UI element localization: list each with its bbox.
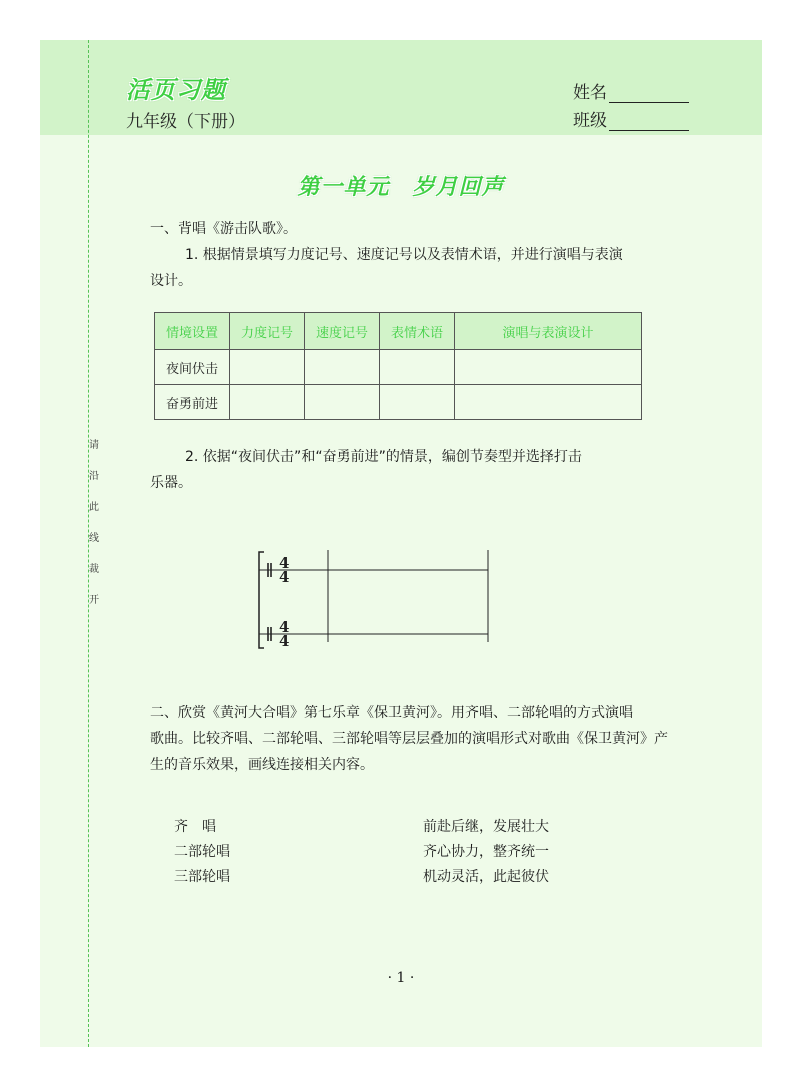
table-header: 情境设置 — [155, 313, 230, 350]
brand-title: 活页习题 — [126, 76, 226, 104]
answer-cell[interactable] — [305, 350, 380, 385]
class-field[interactable] — [573, 106, 689, 131]
question1-line1: 1. 根据情景填写力度记号、速度记号以及表情术语，并进行演唱与表演 — [185, 247, 623, 263]
answer-cell[interactable] — [455, 350, 642, 385]
table-row-label: 夜间伏击 — [155, 350, 230, 385]
time-sig-bottom: 4 — [279, 632, 290, 650]
cut-char: 裁 — [89, 564, 99, 575]
table-row-label: 奋勇前进 — [155, 385, 230, 420]
question2-line1: 2. 依据“夜间伏击”和“奋勇前进”的情景，编创节奏型并选择打击 — [185, 449, 582, 465]
cut-char: 沿 — [89, 471, 99, 482]
match-left-item[interactable]: 三部轮唱 — [174, 869, 230, 885]
match-left-item[interactable]: 二部轮唱 — [174, 844, 230, 860]
cut-instruction — [87, 430, 101, 616]
table-header: 力度记号 — [230, 313, 305, 350]
answer-cell[interactable] — [230, 385, 305, 420]
worksheet-page — [40, 40, 762, 1047]
time-sig-top: 4 — [279, 618, 290, 636]
table-header: 速度记号 — [305, 313, 380, 350]
name-field[interactable] — [573, 78, 689, 103]
answer-cell[interactable] — [380, 385, 455, 420]
section2-line1: 二、欣赏《黄河大合唱》第七乐章《保卫黄河》。用齐唱、二部轮唱的方式演唱 — [150, 705, 633, 721]
table-header-row — [155, 313, 642, 350]
scene-table — [154, 312, 642, 420]
table-row — [155, 385, 642, 420]
section1-heading: 一、背唱《游击队歌》。 — [150, 221, 297, 237]
cut-char: 线 — [89, 533, 99, 544]
unit-title: 第一单元 岁月回声 — [297, 175, 505, 200]
table-header: 演唱与表演设计 — [455, 313, 642, 350]
question2-line2: 乐器。 — [150, 475, 192, 491]
class-label: 班级 — [573, 111, 607, 131]
table-header: 表情术语 — [380, 313, 455, 350]
rhythm-staff — [256, 550, 496, 652]
cut-char: 此 — [89, 502, 99, 513]
match-left-item[interactable]: 齐 唱 — [174, 819, 216, 835]
match-right-item[interactable]: 前赴后继，发展壮大 — [423, 819, 549, 835]
match-right-item[interactable]: 机动灵活，此起彼伏 — [423, 869, 549, 885]
answer-cell[interactable] — [230, 350, 305, 385]
page-number: · 1 · — [387, 970, 415, 986]
answer-cell[interactable] — [305, 385, 380, 420]
time-sig-top: 4 — [279, 554, 290, 572]
cut-char: 开 — [89, 595, 99, 606]
section2-line3: 生的音乐效果，画线连接相关内容。 — [150, 757, 374, 773]
table-row — [155, 350, 642, 385]
cut-char: 请 — [89, 440, 99, 451]
class-blank[interactable] — [609, 114, 689, 131]
time-sig-bottom: 4 — [279, 568, 290, 586]
name-label: 姓名 — [573, 83, 607, 103]
answer-cell[interactable] — [455, 385, 642, 420]
name-blank[interactable] — [609, 86, 689, 103]
grade-label: 九年级（下册） — [126, 112, 245, 132]
match-right-item[interactable]: 齐心协力，整齐统一 — [423, 844, 549, 860]
answer-cell[interactable] — [380, 350, 455, 385]
section2-line2: 歌曲。比较齐唱、二部轮唱、三部轮唱等层层叠加的演唱形式对歌曲《保卫黄河》产 — [150, 731, 668, 747]
question1-line2: 设计。 — [150, 273, 192, 289]
